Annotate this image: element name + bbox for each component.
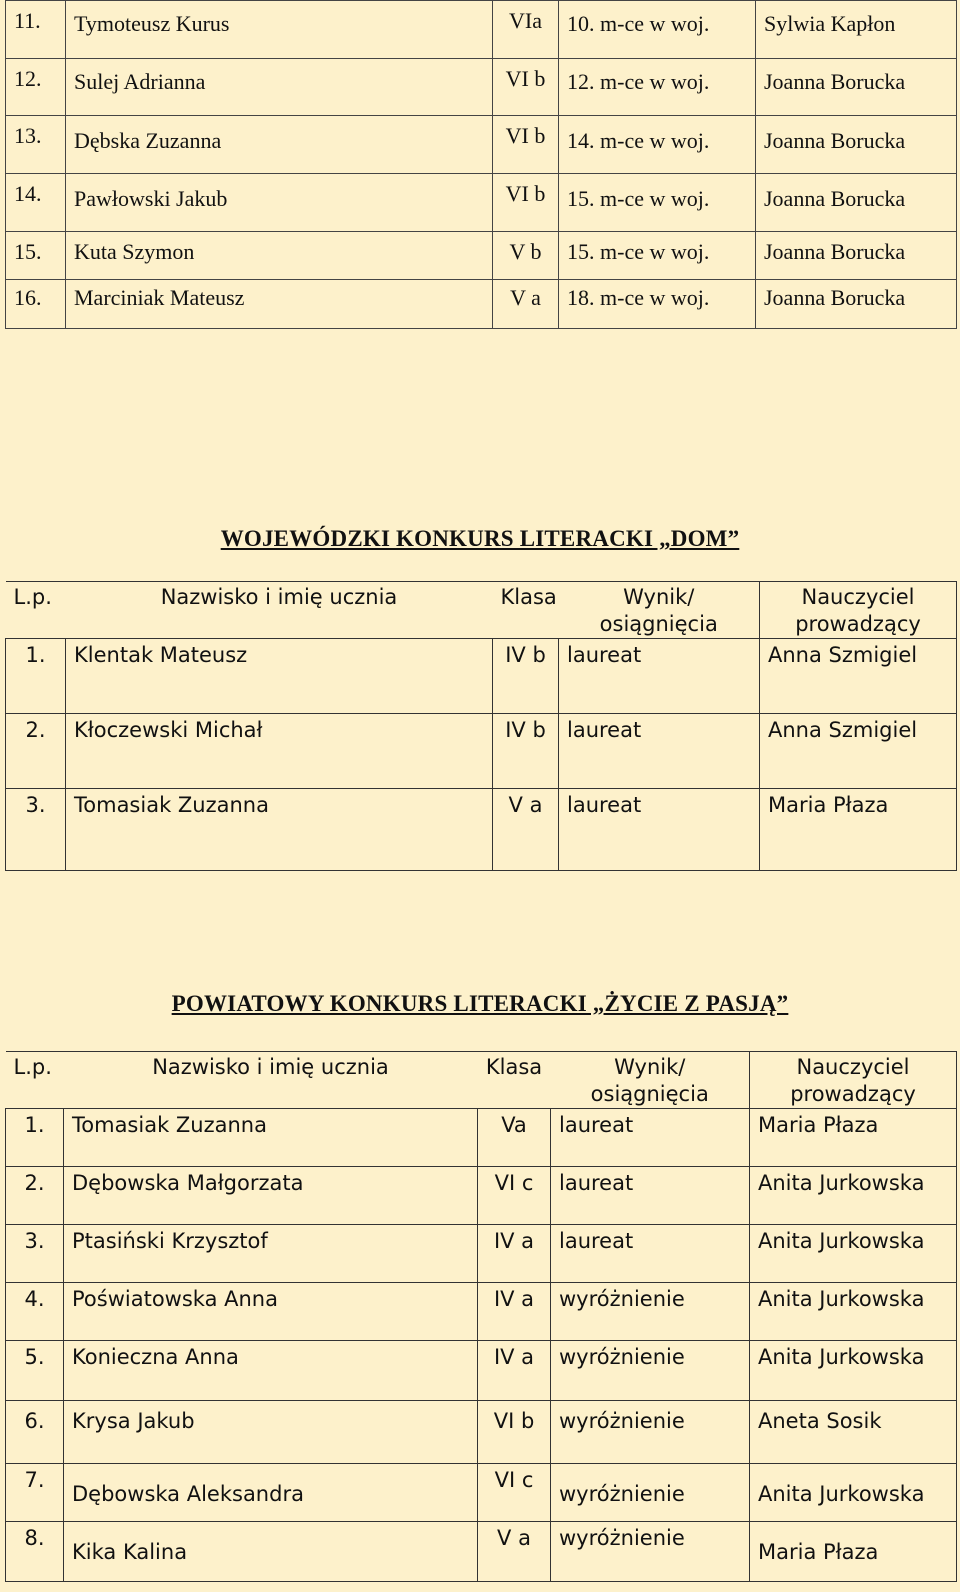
lp-cell: 14. xyxy=(6,174,66,232)
teacher-cell: Joanna Borucka xyxy=(756,280,957,329)
class-cell: V a xyxy=(493,280,559,329)
results-table-powiatowy xyxy=(5,1051,957,1582)
name-cell: Tomasiak Zuzanna xyxy=(66,789,493,871)
header-teacher xyxy=(760,582,957,639)
teacher-cell: Maria Płaza xyxy=(750,1522,957,1582)
name-cell: Sulej Adrianna xyxy=(66,59,493,116)
teacher-cell: Anita Jurkowska xyxy=(750,1341,957,1401)
header-lp: L.p. xyxy=(6,582,66,639)
table-row xyxy=(6,1109,957,1167)
header-class: Klasa xyxy=(493,582,559,639)
teacher-cell: Joanna Borucka xyxy=(756,116,957,174)
result-cell: wyróżnienie xyxy=(551,1522,750,1582)
result-cell: 15. m-ce w woj. xyxy=(559,174,756,232)
class-cell: VI b xyxy=(493,174,559,232)
result-cell: 18. m-ce w woj. xyxy=(559,280,756,329)
class-cell: VI b xyxy=(493,116,559,174)
name-cell: Marciniak Mateusz xyxy=(66,280,493,329)
header-result-line1: Wynik/ xyxy=(623,585,695,609)
table-header-row xyxy=(6,1052,957,1109)
teacher-cell: Sylwia Kapłon xyxy=(756,1,957,59)
header-result-line2: osiągnięcia xyxy=(599,612,718,636)
name-cell: Dębska Zuzanna xyxy=(66,116,493,174)
name-cell: Poświatowska Anna xyxy=(64,1283,478,1341)
header-teacher xyxy=(750,1052,957,1109)
teacher-cell: Joanna Borucka xyxy=(756,232,957,280)
section-title-powiatowy: POWIATOWY KONKURS LITERACKI „ŻYCIE Z PASJĄ” xyxy=(171,991,789,1016)
result-cell: laureat xyxy=(551,1167,750,1225)
table-row xyxy=(6,59,957,116)
header-name: Nazwisko i imię ucznia xyxy=(66,582,493,639)
result-cell: 12. m-ce w woj. xyxy=(559,59,756,116)
name-cell: Tymoteusz Kurus xyxy=(66,1,493,59)
header-result xyxy=(551,1052,750,1109)
table-row xyxy=(6,789,957,871)
class-cell: IV a xyxy=(478,1283,551,1341)
table-row xyxy=(6,1341,957,1401)
class-cell: V a xyxy=(478,1522,551,1582)
lp-cell: 15. xyxy=(6,232,66,280)
name-cell: Kika Kalina xyxy=(64,1522,478,1582)
header-teacher-line1: Nauczyciel xyxy=(801,585,915,609)
class-cell: V a xyxy=(493,789,559,871)
name-cell: Dębowska Małgorzata xyxy=(64,1167,478,1225)
results-table-wojewodzki xyxy=(5,581,957,871)
name-cell: Klentak Mateusz xyxy=(66,639,493,714)
result-cell: laureat xyxy=(559,639,760,714)
name-cell: Krysa Jakub xyxy=(64,1401,478,1464)
result-cell: 14. m-ce w woj. xyxy=(559,116,756,174)
teacher-cell: Anita Jurkowska xyxy=(750,1283,957,1341)
header-lp: L.p. xyxy=(6,1052,64,1109)
table-row xyxy=(6,280,957,329)
class-cell: IV a xyxy=(478,1225,551,1283)
lp-cell: 1. xyxy=(6,1109,64,1167)
table-row xyxy=(6,232,957,280)
class-cell: V b xyxy=(493,232,559,280)
teacher-cell: Maria Płaza xyxy=(760,789,957,871)
header-name: Nazwisko i imię ucznia xyxy=(64,1052,478,1109)
teacher-cell: Maria Płaza xyxy=(750,1109,957,1167)
table-row xyxy=(6,1464,957,1522)
lp-cell: 13. xyxy=(6,116,66,174)
class-cell: VIa xyxy=(493,1,559,59)
section-title-wojewodzki: WOJEWÓDZKI KONKURS LITERACKI „DOM” xyxy=(220,526,740,551)
class-cell: VI b xyxy=(478,1401,551,1464)
result-cell: laureat xyxy=(551,1109,750,1167)
result-cell: wyróżnienie xyxy=(551,1464,750,1522)
table-row xyxy=(6,714,957,789)
table-row xyxy=(6,174,957,232)
result-cell: 15. m-ce w woj. xyxy=(559,232,756,280)
name-cell: Dębowska Aleksandra xyxy=(64,1464,478,1522)
table-row xyxy=(6,1167,957,1225)
teacher-cell: Anita Jurkowska xyxy=(750,1464,957,1522)
name-cell: Konieczna Anna xyxy=(64,1341,478,1401)
table-row xyxy=(6,1522,957,1582)
lp-cell: 12. xyxy=(6,59,66,116)
lp-cell: 6. xyxy=(6,1401,64,1464)
lp-cell: 5. xyxy=(6,1341,64,1401)
lp-cell: 1. xyxy=(6,639,66,714)
lp-cell: 4. xyxy=(6,1283,64,1341)
teacher-cell: Joanna Borucka xyxy=(756,59,957,116)
lp-cell: 3. xyxy=(6,789,66,871)
name-cell: Kuta Szymon xyxy=(66,232,493,280)
result-cell: laureat xyxy=(559,789,760,871)
teacher-cell: Anna Szmigiel xyxy=(760,639,957,714)
result-cell: laureat xyxy=(551,1225,750,1283)
header-result xyxy=(559,582,760,639)
lp-cell: 7. xyxy=(6,1464,64,1522)
header-result-line2: osiągnięcia xyxy=(590,1082,709,1106)
teacher-cell: Anita Jurkowska xyxy=(750,1225,957,1283)
result-cell: wyróżnienie xyxy=(551,1341,750,1401)
result-cell: 10. m-ce w woj. xyxy=(559,1,756,59)
results-table-top xyxy=(5,0,957,329)
class-cell: IV b xyxy=(493,639,559,714)
lp-cell: 3. xyxy=(6,1225,64,1283)
header-result-line1: Wynik/ xyxy=(614,1055,686,1079)
lp-cell: 16. xyxy=(6,280,66,329)
class-cell: Va xyxy=(478,1109,551,1167)
table-row xyxy=(6,116,957,174)
class-cell: VI c xyxy=(478,1167,551,1225)
teacher-cell: Aneta Sosik xyxy=(750,1401,957,1464)
result-cell: laureat xyxy=(559,714,760,789)
class-cell: VI c xyxy=(478,1464,551,1522)
teacher-cell: Anita Jurkowska xyxy=(750,1167,957,1225)
table-header-row xyxy=(6,582,957,639)
name-cell: Kłoczewski Michał xyxy=(66,714,493,789)
table-row xyxy=(6,1225,957,1283)
lp-cell: 11. xyxy=(6,1,66,59)
result-cell: wyróżnienie xyxy=(551,1283,750,1341)
name-cell: Tomasiak Zuzanna xyxy=(64,1109,478,1167)
header-class: Klasa xyxy=(478,1052,551,1109)
result-cell: wyróżnienie xyxy=(551,1401,750,1464)
lp-cell: 2. xyxy=(6,1167,64,1225)
table-row xyxy=(6,1283,957,1341)
name-cell: Ptasiński Krzysztof xyxy=(64,1225,478,1283)
header-teacher-line1: Nauczyciel xyxy=(796,1055,910,1079)
class-cell: IV a xyxy=(478,1341,551,1401)
lp-cell: 8. xyxy=(6,1522,64,1582)
teacher-cell: Anna Szmigiel xyxy=(760,714,957,789)
class-cell: VI b xyxy=(493,59,559,116)
name-cell: Pawłowski Jakub xyxy=(66,174,493,232)
table-row xyxy=(6,639,957,714)
class-cell: IV b xyxy=(493,714,559,789)
table-row xyxy=(6,1401,957,1464)
header-teacher-line2: prowadzący xyxy=(795,612,921,636)
header-teacher-line2: prowadzący xyxy=(790,1082,916,1106)
lp-cell: 2. xyxy=(6,714,66,789)
teacher-cell: Joanna Borucka xyxy=(756,174,957,232)
table-row xyxy=(6,1,957,59)
